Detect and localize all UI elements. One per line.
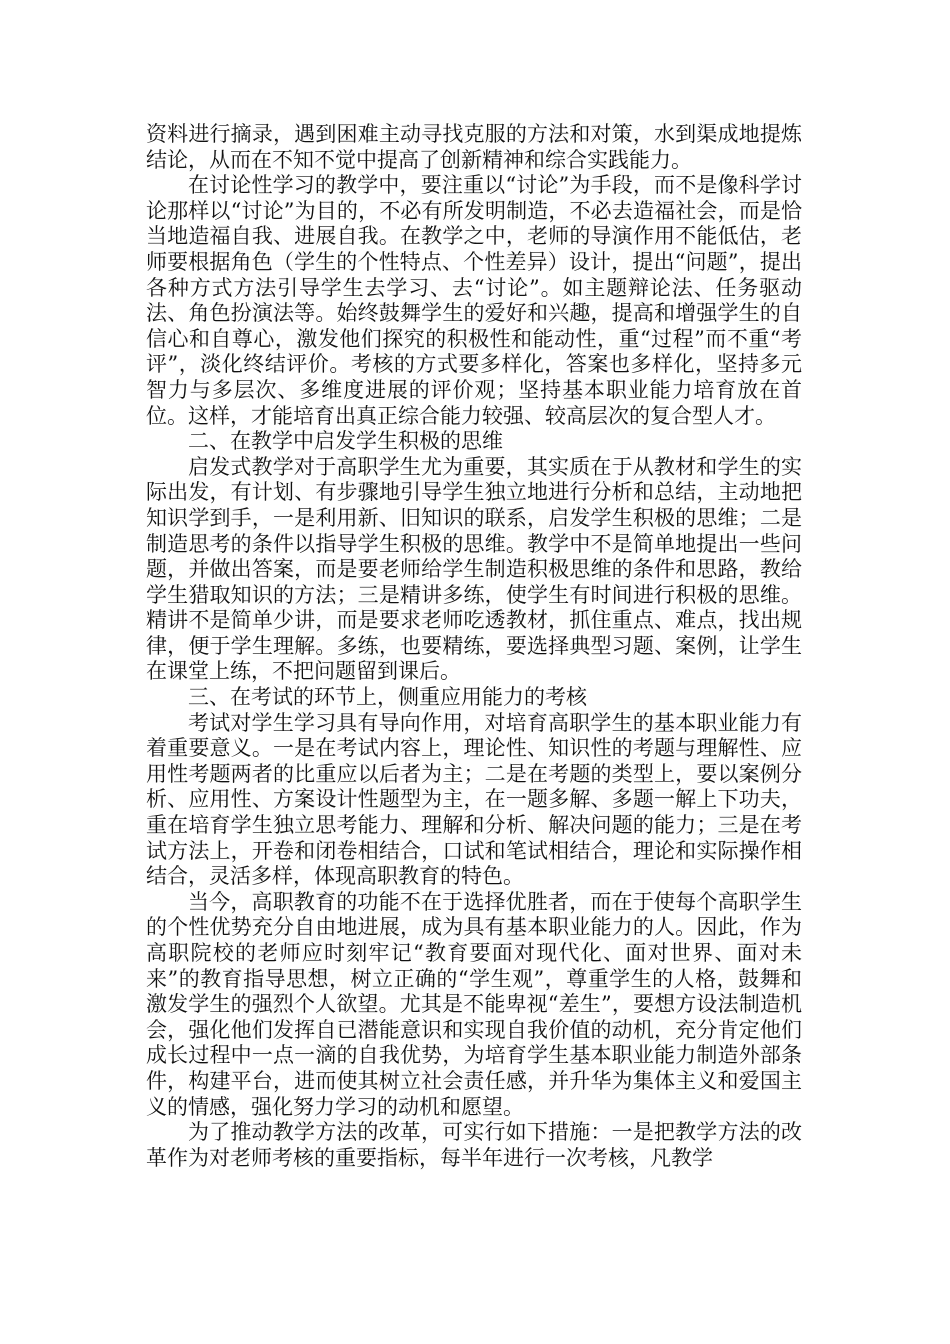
paragraph-continuation: 资料进行摘录，遇到困难主动寻找克服的方法和对策，水到渠成地提炼结论，从而在不知不觉中提高了创新精神和综合实践能力。 (146, 122, 802, 172)
section-heading-2: 二、在教学中启发学生积极的思维 (188, 429, 503, 454)
paragraph-discussion-learning: 在讨论性学习的教学中，要注重以“讨论”为手段，而不是像科学讨论那样以“讨论”为目的，不必有所发明制造，不必去造福社会，而是恰当地造福自我、进展自我。在教学之中，老师的导演作用不能低估，老师要根据角色（学生的个性特点、个性差异）设计，提出“问题”，提出各种方式方法引导学生去学习、去“讨论”。如主题辩论法、任务驱动法、角色扮演法等。始终鼓舞学生的爱好和兴趣，提高和增强学生的自信心和自尊心，激发他们探究的积极性和能动性，重“过程”而不重“考评”，淡化终结评价。考核的方式要多样化，答案也多样化，坚持多元智力与多层次、多维度进展的评价观；坚持基本职业能力培育放在首位。这样，才能培育出真正综合能力较强、较高层次的复合型人才。 (146, 173, 802, 428)
paragraph-vocational-education: 当今，高职教育的功能不在于选择优胜者，而在于使每个高职学生的个性优势充分自由地进展，成为具有基本职业能力的人。因此，作为高职院校的老师应时刻牢记“教育要面对现代化、面对世界、面对未来”的教育指导思想，树立正确的“学生观”，尊重学生的人格，鼓舞和激发学生的强烈个人欲望。尤其是不能卑视“差生”，要想方设法制造机会，强化他们发挥自已潜能意识和实现自我价值的动机，充分肯定他们成长过程中一点一滴的自我优势，为培育学生基本职业能力制造外部条件，构建平台，进而使其树立社会责任感，并升华为集体主义和爱国主义的情感，强化努力学习的动机和愿望。 (146, 889, 802, 1119)
paragraph-reform-measures: 为了推动教学方法的改革，可实行如下措施：一是把教学方法的改革作为对老师考核的重要指标，每半年进行一次考核，凡教学 (146, 1120, 802, 1170)
section-heading-3: 三、在考试的环节上，侧重应用能力的考核 (188, 685, 587, 710)
document-page (146, 122, 802, 1171)
paragraph-exam-guidance: 考试对学生学习具有导向作用，对培育高职学生的基本职业能力有着重要意义。一是在考试内容上，理论性、知识性的考题与理解性、应用性考题两者的比重应以后者为主；二是在考题的类型上，要以案例分析、应用性、方案设计性题型为主，在一题多解、多题一解上下功夫，重在培育学生独立思考能力、理解和分析、解决问题的能力；三是在考试方法上，开卷和闭卷相结合，口试和笔试相结合，理论和实际操作相结合，灵活多样，体现高职教育的特色。 (146, 710, 802, 889)
paragraph-heuristic-teaching: 启发式教学对于高职学生尤为重要，其实质在于从教材和学生的实际出发，有计划、有步骤地引导学生独立地进行分析和总结，主动地把知识学到手，一是利用新、旧知识的联系，启发学生积极的思维；二是制造思考的条件以指导学生积极的思维。教学中不是简单地提出一些问题，并做出答案，而是要老师给学生制造积极思维的条件和思路，教给学生猎取知识的方法；三是精讲多练，使学生有时间进行积极的思维。精讲不是简单少讲，而是要求老师吃透教材，抓住重点、难点，找出规律，便于学生理解。多练，也要精练，要选择典型习题、案例，让学生在课堂上练，不把问题留到课后。 (146, 454, 802, 684)
